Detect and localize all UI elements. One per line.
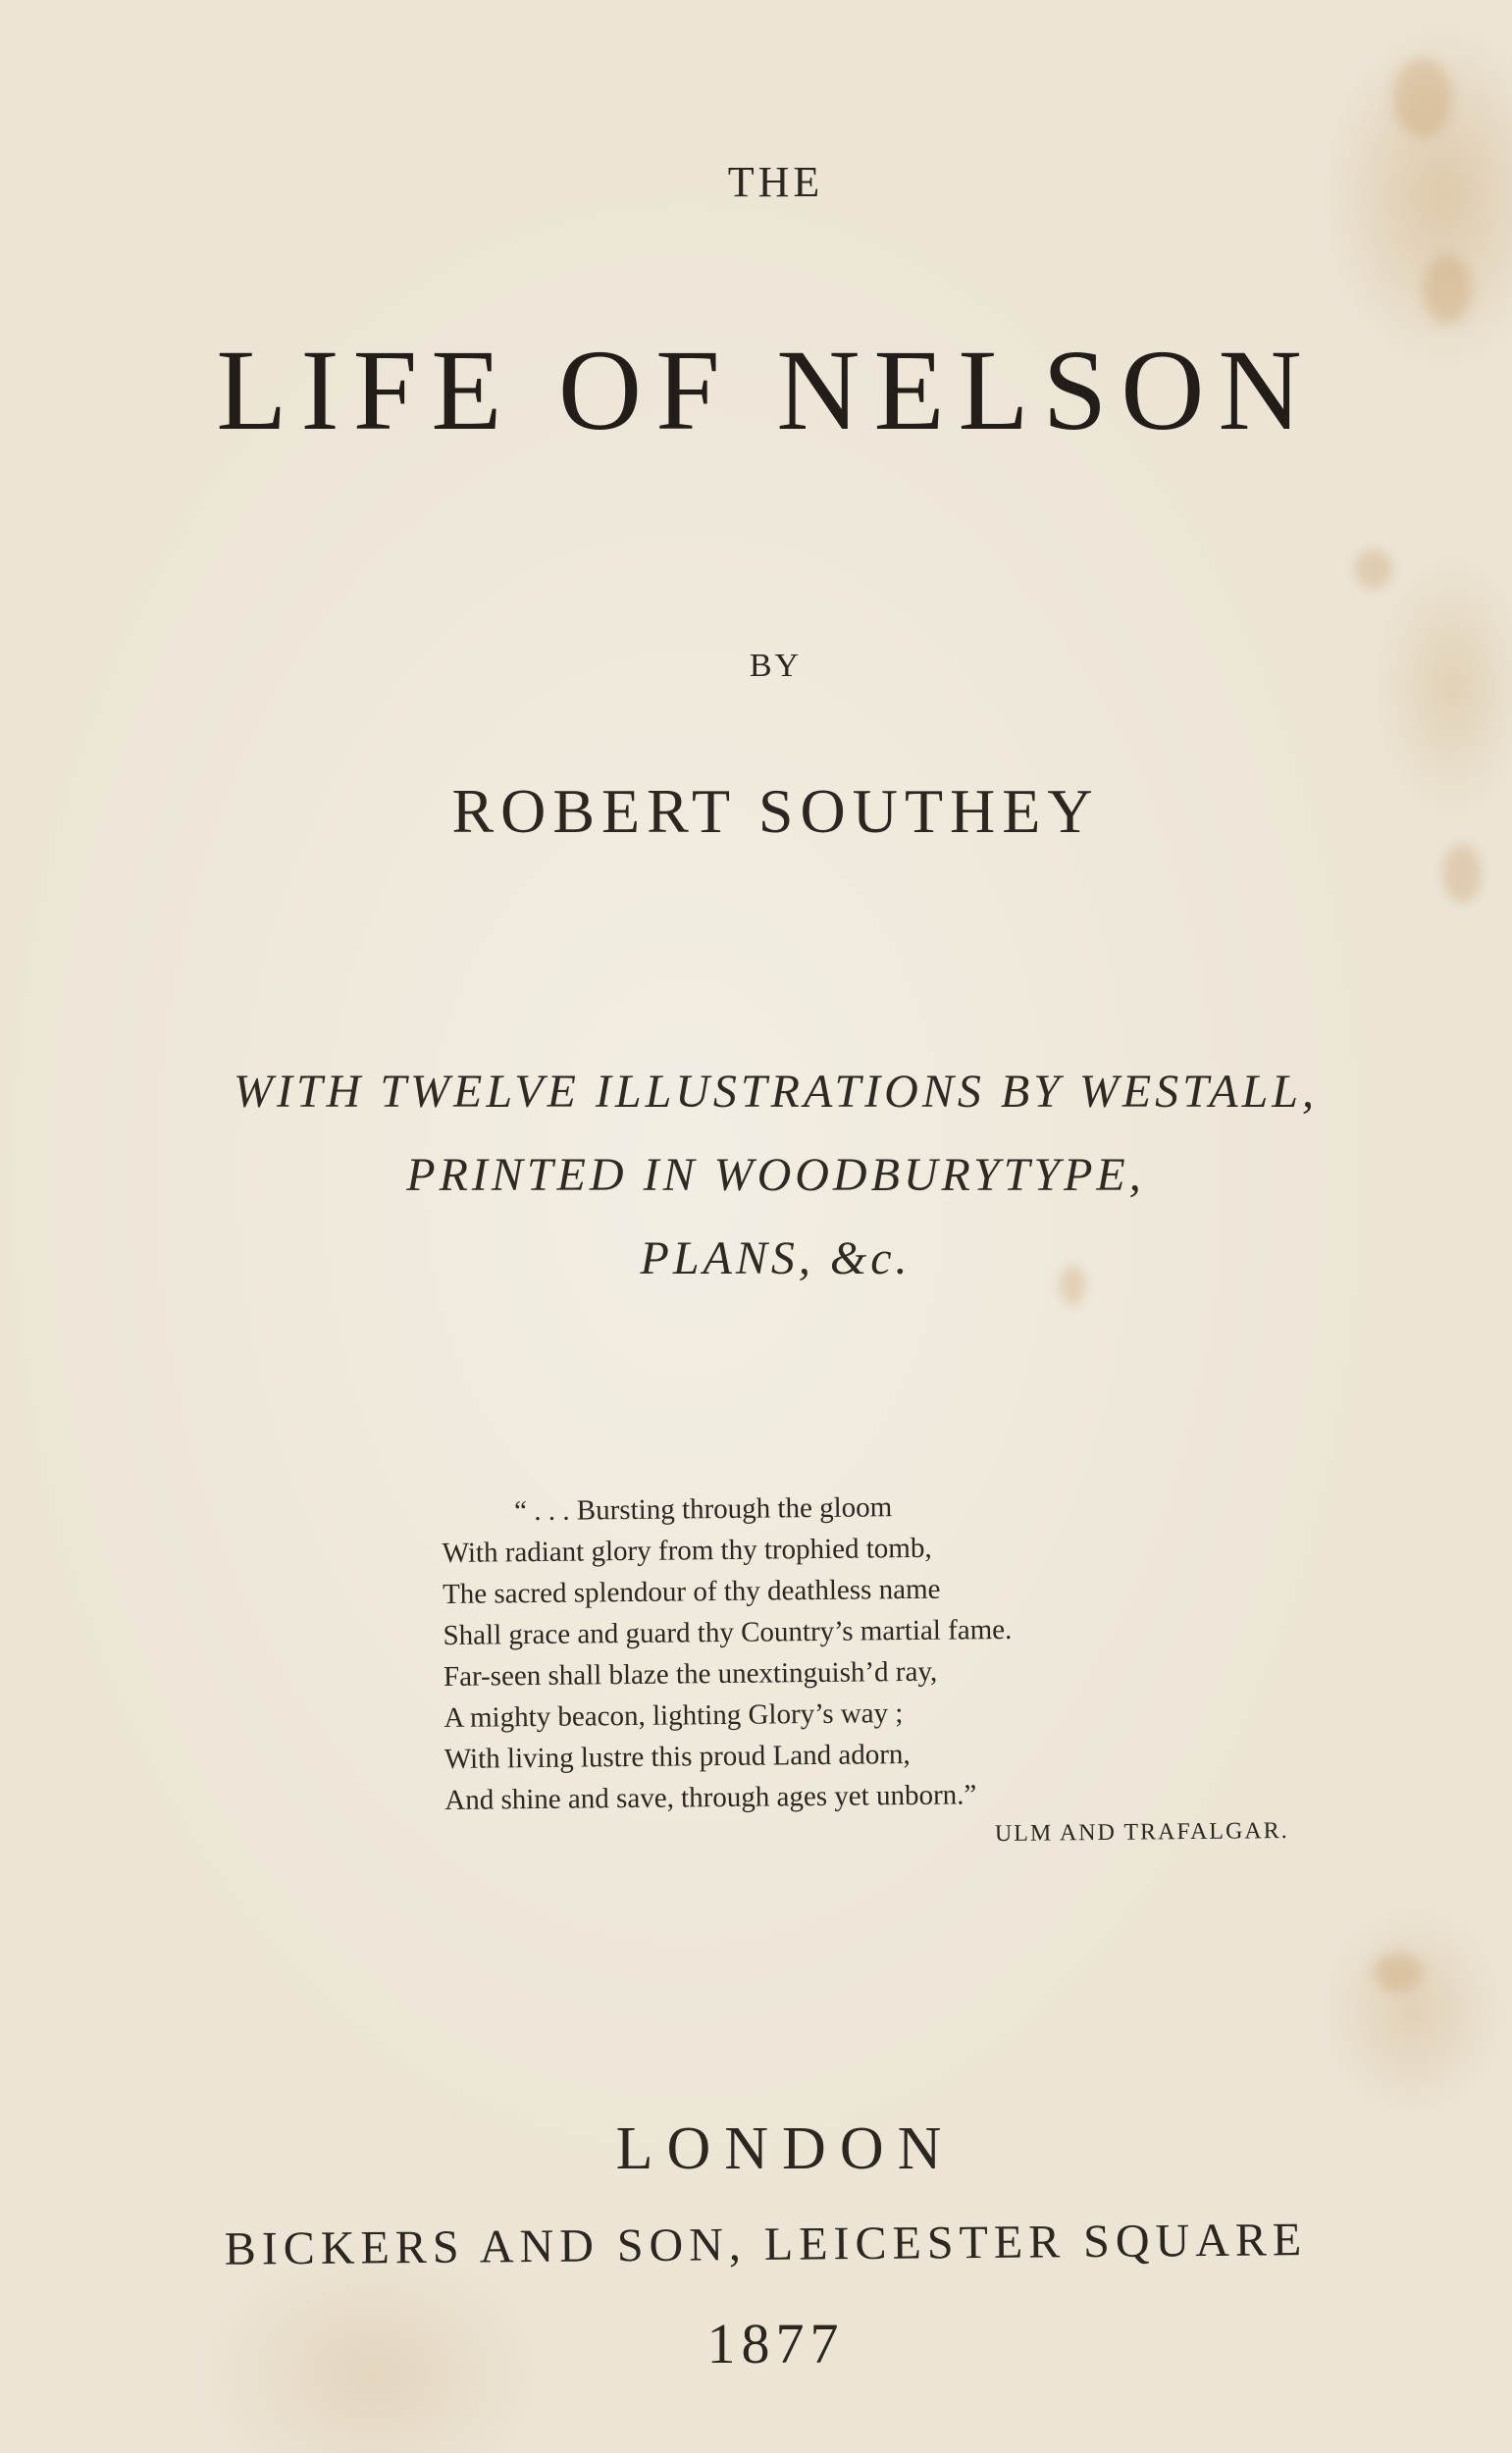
epigraph-line: “ . . . Bursting through the gloom bbox=[514, 1491, 893, 1528]
epigraph-line: Far-seen shall blaze the unextinguish’d ray, bbox=[443, 1655, 938, 1693]
epigraph-line: Shall grace and guard thy Country’s martial fame. bbox=[443, 1613, 1013, 1651]
imprint-year: 1877 bbox=[706, 2312, 845, 2375]
book-title: LIFE OF NELSON bbox=[216, 326, 1316, 454]
epigraph bbox=[442, 1483, 1329, 1860]
foxing-stain bbox=[1393, 59, 1452, 137]
author-name: ROBERT SOUTHEY bbox=[451, 776, 1100, 846]
foxing-stain bbox=[1442, 844, 1482, 903]
epigraph-line: And shine and save, through ages yet unborn.” bbox=[444, 1779, 977, 1816]
illustrations-line: PRINTED IN WOODBURYTYPE, bbox=[406, 1149, 1145, 1201]
foxing-stain bbox=[1423, 255, 1472, 324]
imprint-city: LONDON bbox=[615, 2115, 956, 2182]
epigraph-line: The sacred splendour of thy deathless name bbox=[442, 1573, 941, 1610]
foxing-stain bbox=[1354, 549, 1393, 589]
illustrations-line: WITH TWELVE ILLUSTRATIONS BY WESTALL, bbox=[234, 1066, 1318, 1118]
epigraph-line: With living lustre this proud Land adorn, bbox=[443, 1739, 911, 1775]
title-article: THE bbox=[727, 158, 824, 206]
epigraph-line: A mighty beacon, lighting Glory’s way ; bbox=[443, 1697, 904, 1734]
epigraph-line: With radiant glory from thy trophied tomb, bbox=[442, 1532, 932, 1569]
imprint-publisher: BICKERS AND SON, LEICESTER SQUARE bbox=[224, 2214, 1308, 2275]
foxing-stain bbox=[1374, 1953, 1423, 1992]
by-line: BY bbox=[749, 648, 803, 684]
illustrations-line: PLANS, &c. bbox=[640, 1232, 912, 1284]
epigraph-attribution: ULM AND TRAFALGAR. bbox=[994, 1817, 1289, 1848]
